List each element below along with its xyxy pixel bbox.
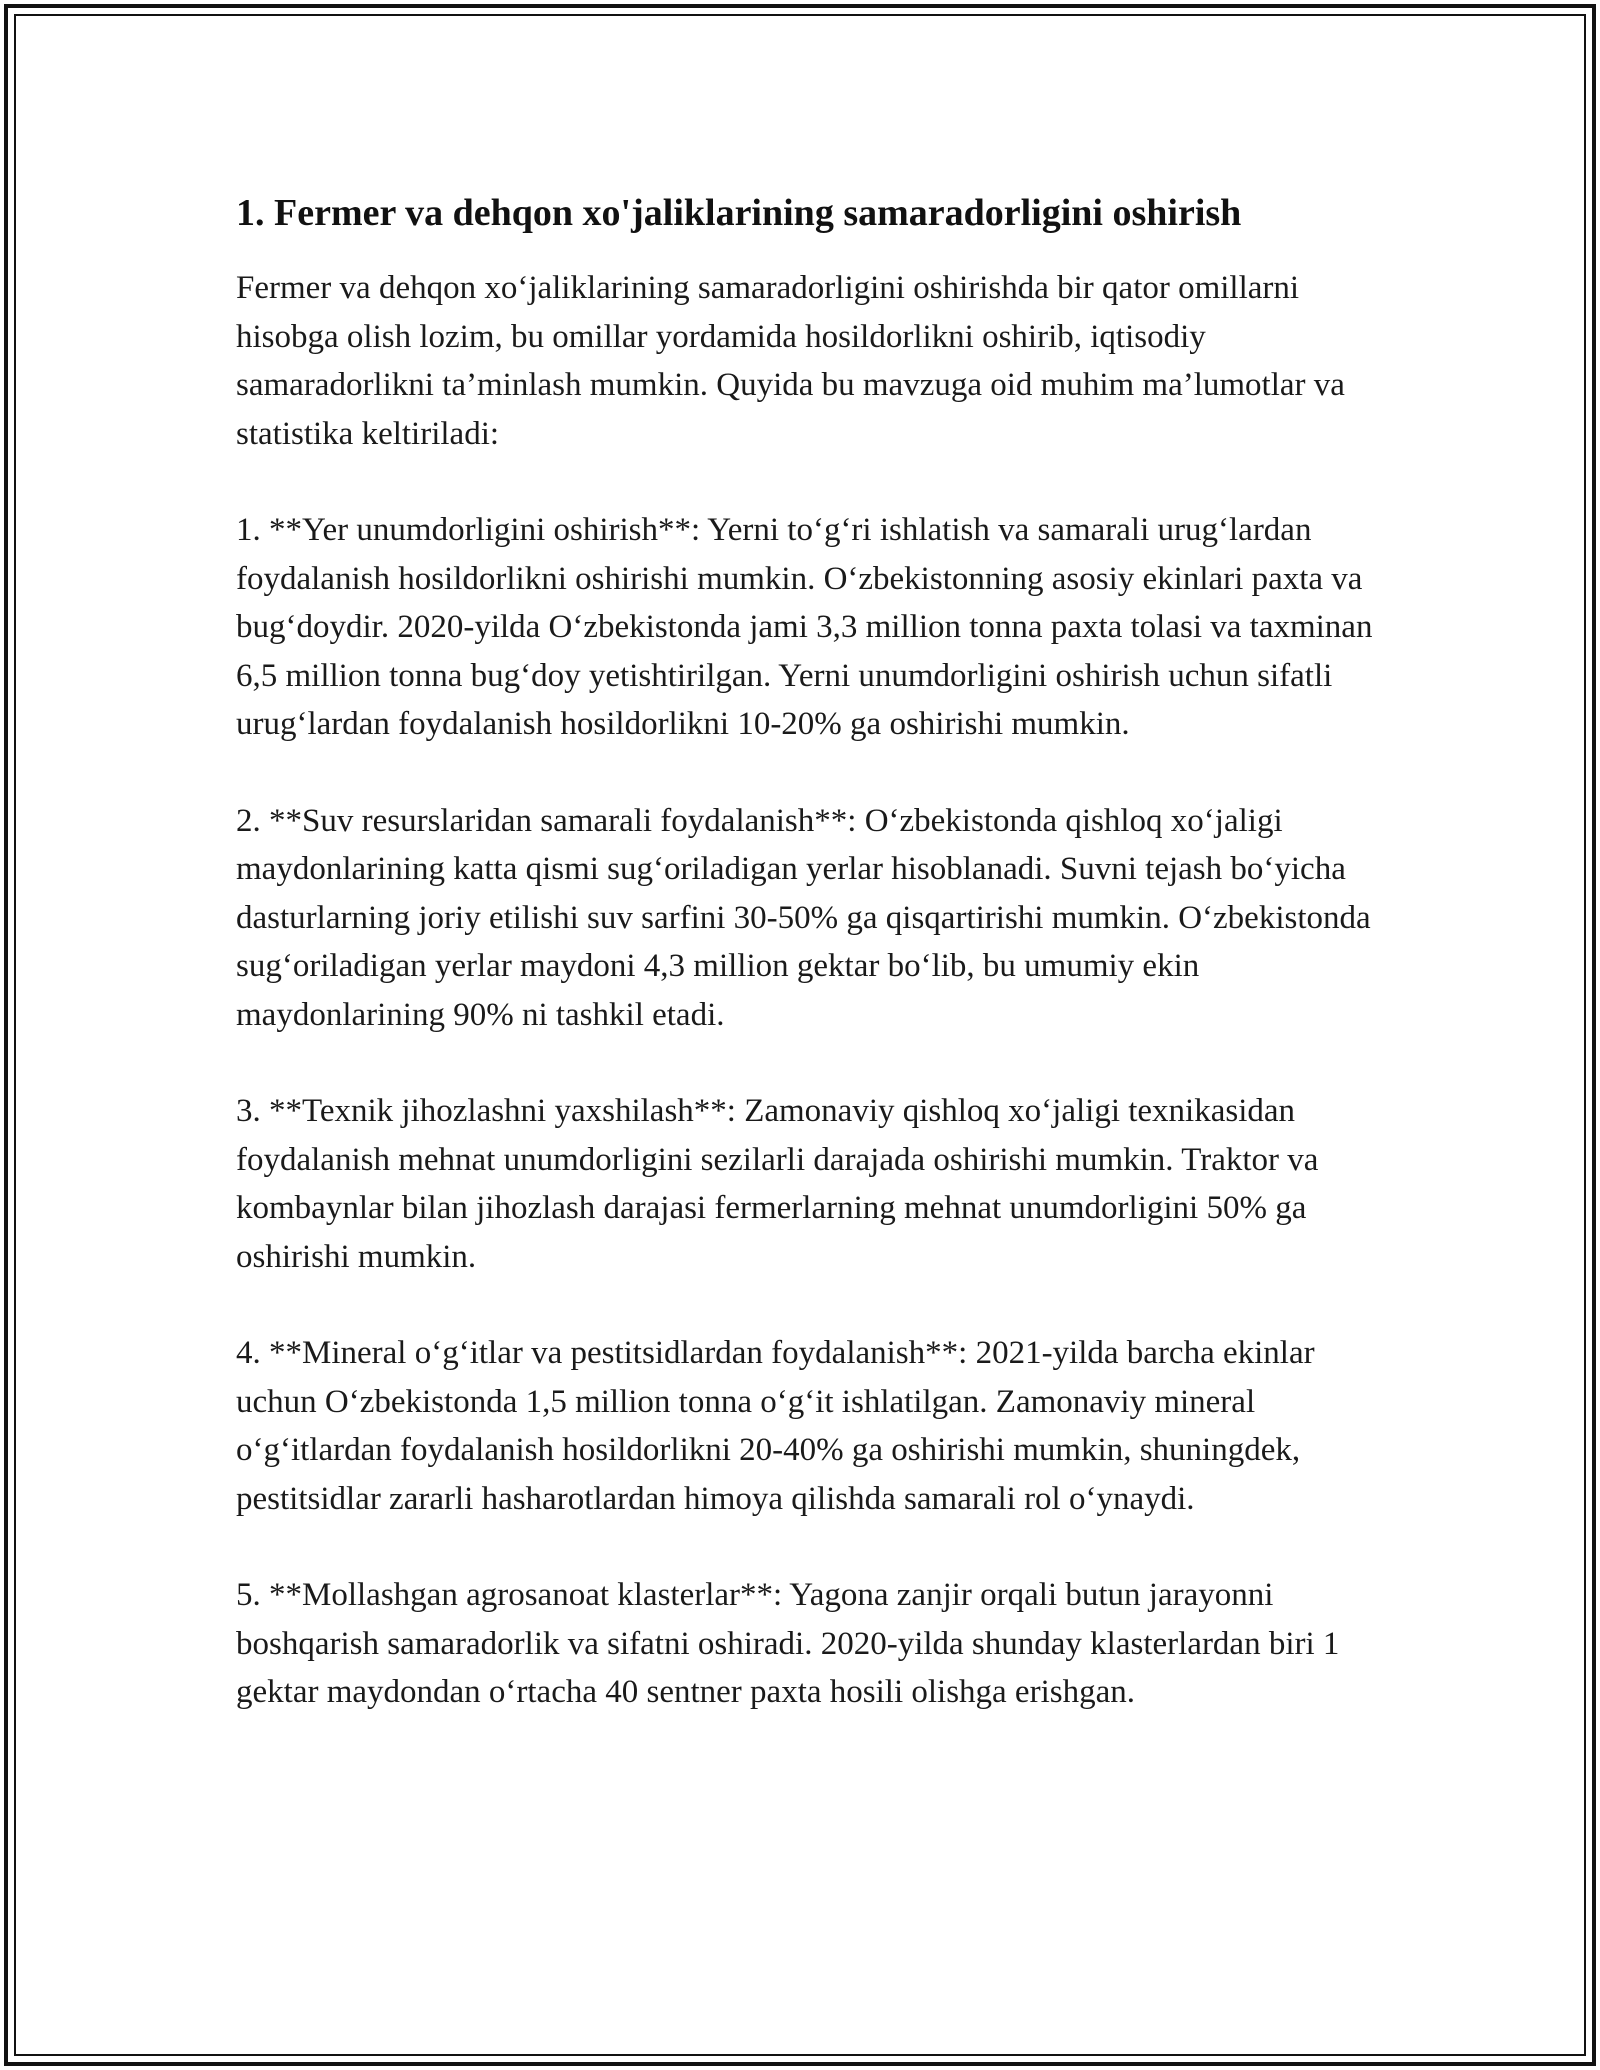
list-item-3: 3. **Texnik jihozlashni yaxshilash**: Zamonaviy qishloq xo‘jaligi texnikasidan foydalanish mehnat unumdorligini sezilarli darajada oshirishi mumkin. Traktor va kombaynlar bilan jihozlash darajasi fermerlarning mehnat unumdorligini 50% ga oshirishi mumkin. [236,1093,1319,1275]
intro-paragraph: Fermer va dehqon xo‘jaliklarining samaradorligini oshirishda bir qator omillarni hisobga olish lozim, bu omillar yordamida hosildorlikni oshirib, iqtisodiy samaradorlikni ta’minlash mumkin. Quyida bu mavzuga oid muhim ma’lumotlar va statistika keltiriladi: [236,270,1345,452]
list-item-5: 5. **Mollashgan agrosanoat klasterlar**: Yagona zanjir orqali butun jarayonni boshqarish samaradorlik va sifatni oshiradi. 2020-yilda shunday klasterlardan biri 1 gektar maydondan o‘rtacha 40 sentner paxta hosili olishga erishgan. [236,1577,1340,1710]
list-item-1: 1. **Yer unumdorligini oshirish**: Yerni to‘g‘ri ishlatish va samarali urug‘lardan foydalanish hosildorlikni oshirishi mumkin. O‘zbekistonning asosiy ekinlari paxta va bug‘doydir. 2020-yilda O‘zbekistonda jami 3,3 million tonna paxta tolasi va taxminan 6,5 million tonna bug‘doy yetishtirilgan. Yerni unumdorligini oshirish uchun sifatli urug‘lardan foydalanish hosildorlikni 10-20% ga oshirishi mumkin. [236,512,1373,742]
document-body [236,188,1376,1765]
list-item-2: 2. **Suv resurslaridan samarali foydalanish**: O‘zbekistonda qishloq xo‘jaligi maydonlarining katta qismi sug‘oriladigan yerlar hisoblanadi. Suvni tejash bo‘yicha dasturlarning joriy etilishi suv sarfini 30-50% ga qisqartirishi mumkin. O‘zbekistonda sug‘oriladigan yerlar maydoni 4,3 million gektar bo‘lib, bu umumiy ekin maydonlarining 90% ni tashkil etadi. [236,802,1371,1033]
list-item-4: 4. **Mineral o‘g‘itlar va pestitsidlardan foydalanish**: 2021-yilda barcha ekinlar uchun O‘zbekistonda 1,5 million tonna o‘g‘it ishlatilgan. Zamonaviy mineral o‘g‘itlardan foydalanish hosildorlikni 20-40% ga oshirishi mumkin, shuningdek, pestitsidlar zararli hasharotlardan himoya qilishda samarali rol o‘ynaydi. [236,1335,1315,1517]
document-title: 1. Fermer va dehqon xo'jaliklarining samaradorligini oshirish [236,192,1242,234]
